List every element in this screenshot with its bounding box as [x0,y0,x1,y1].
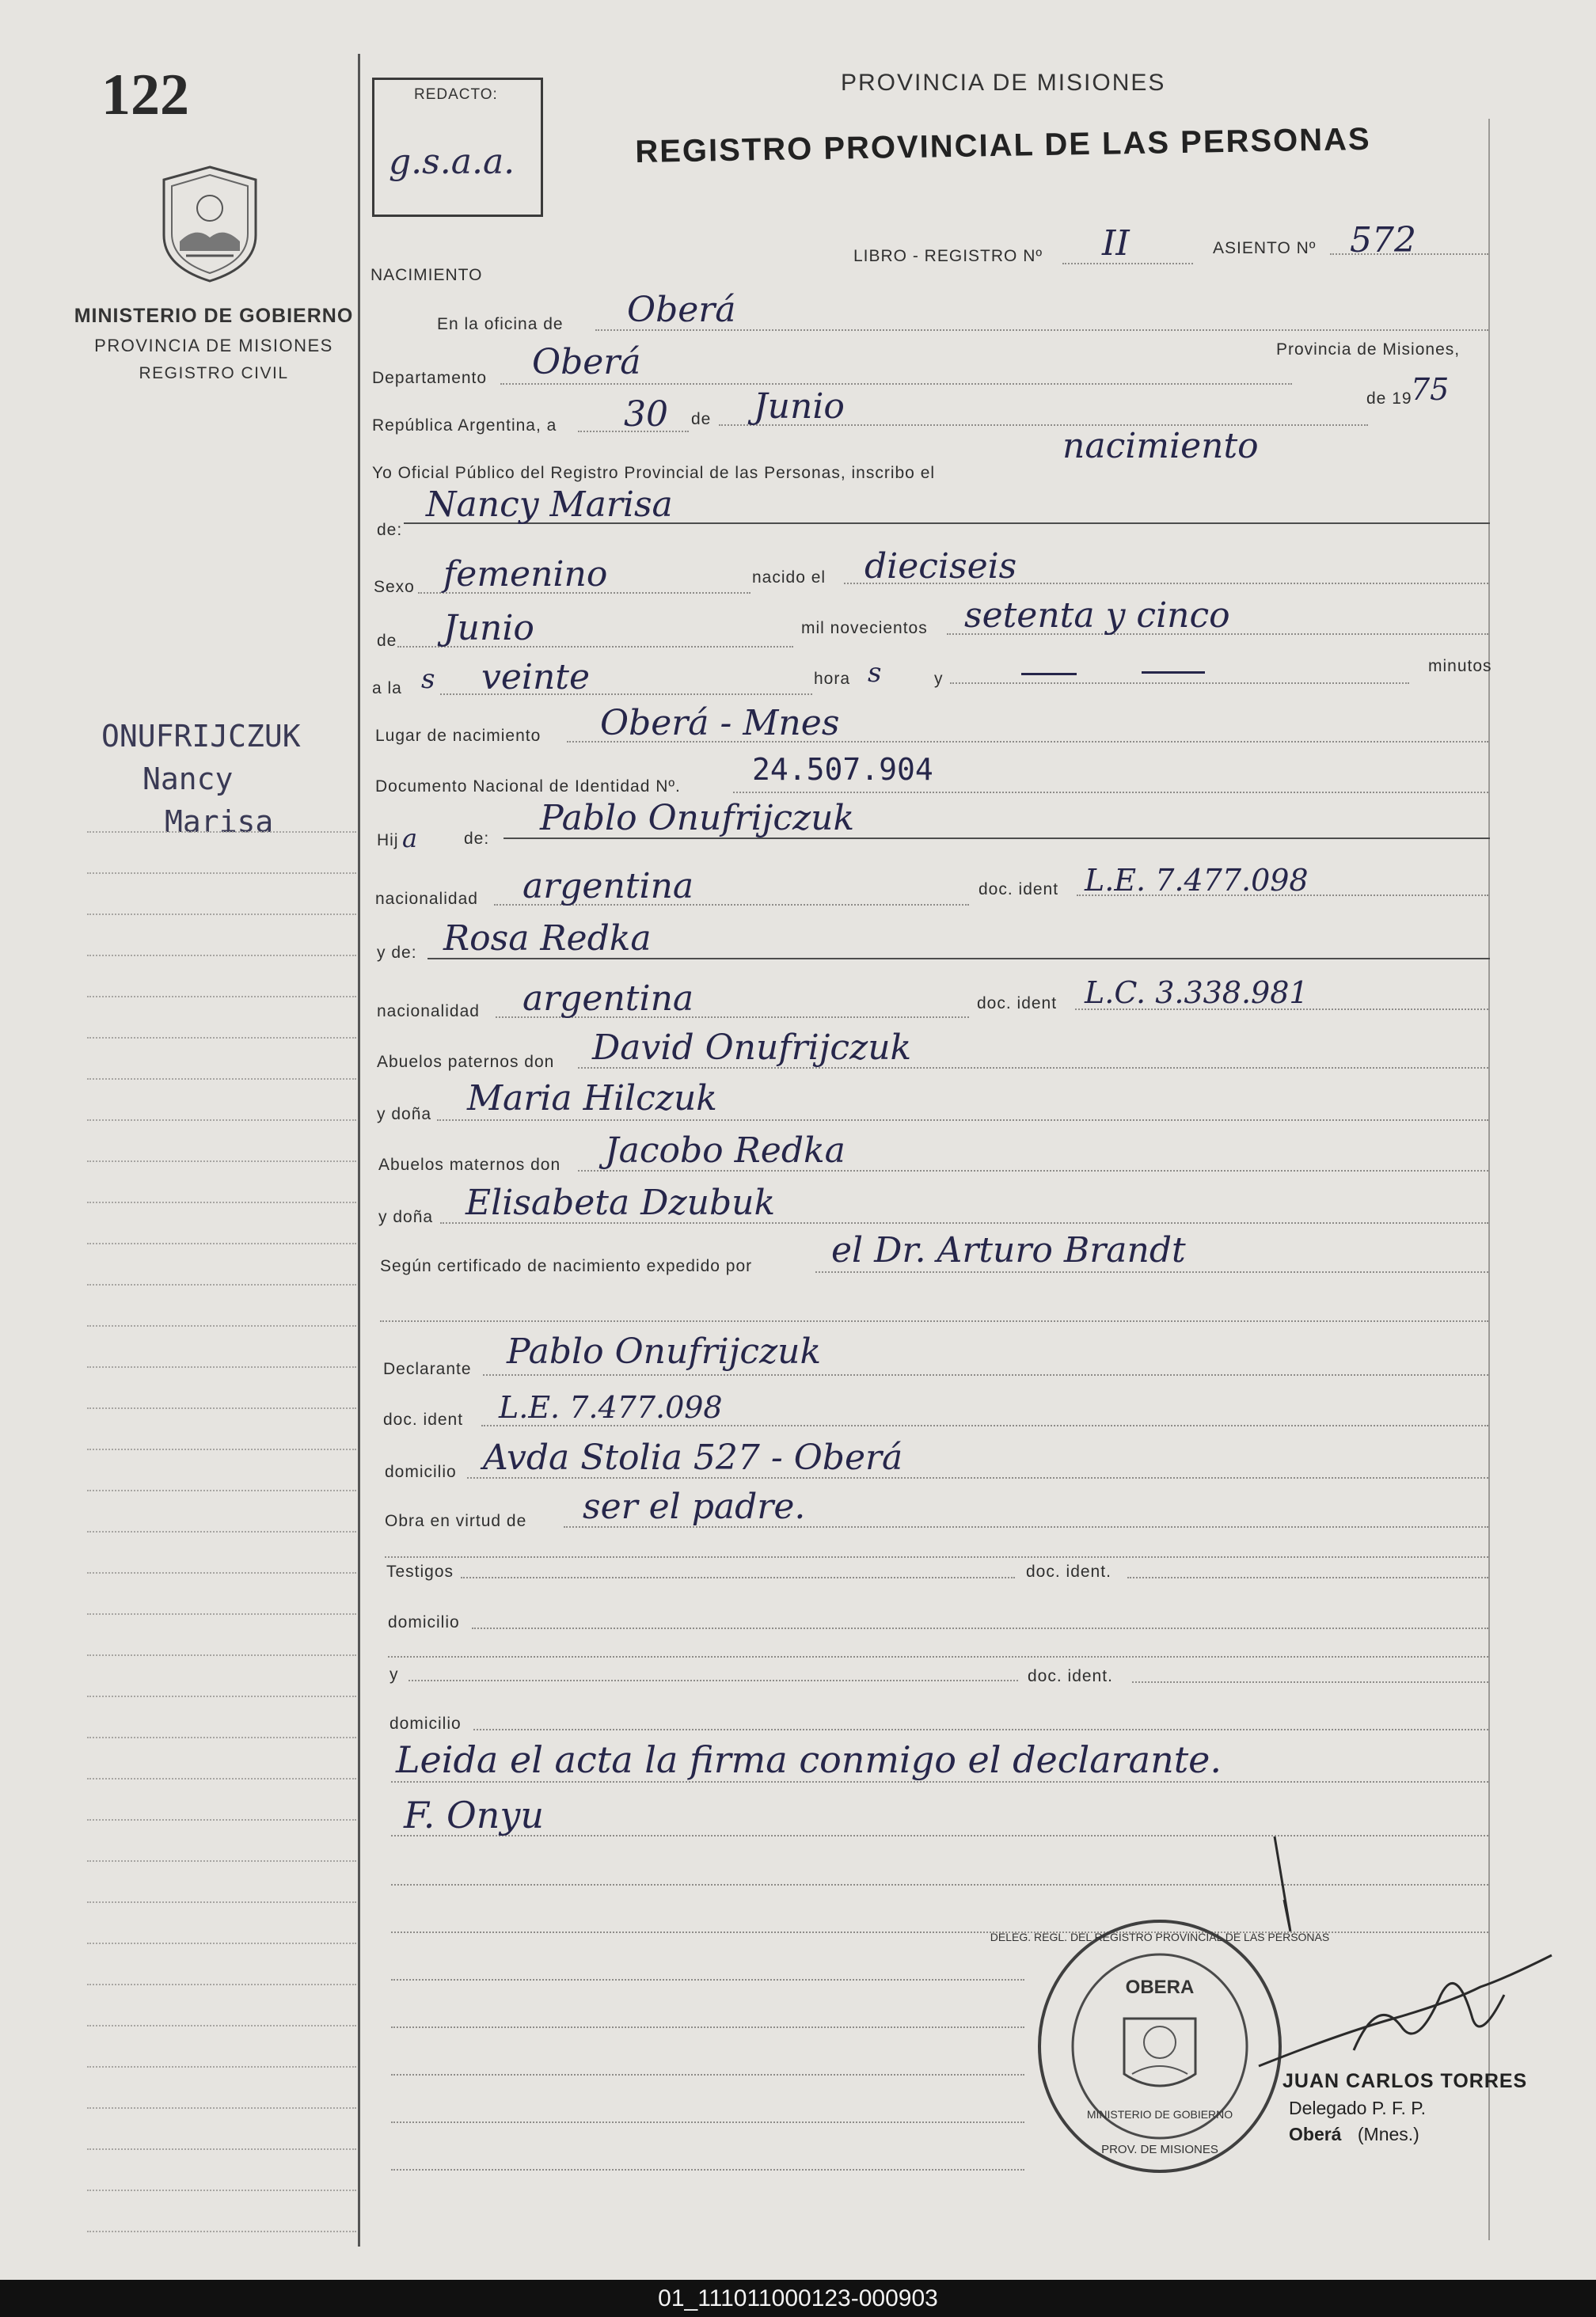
departamento-line [500,383,1292,385]
official-place-suffix: (Mnes.) [1357,2124,1419,2144]
official-place [1282,2124,1527,2145]
departamento-value: Oberá [532,342,641,382]
segun-label: Según certificado de nacimiento expedido por [380,1257,753,1275]
segun-value: el Dr. Arturo Brandt [831,1230,1186,1271]
obra-value: ser el padre. [583,1487,806,1527]
ministry-heading [55,305,372,383]
redacto-value: g.s.a.a. [389,142,515,182]
declarante-doc-value: L.E. 7.477.098 [499,1390,723,1425]
domicilio-value: Avda Stolia 527 - Oberá [483,1438,903,1478]
hija-suffix: a [402,823,418,853]
abuelos-maternos-label: Abuelos maternos don [378,1156,561,1174]
footer-id: 01_111011000123-000903 [0,2280,1596,2317]
redacto-label: REDACTO: [414,86,498,103]
blank-line-3 [388,1656,1488,1658]
y2-doc-label: doc. ident. [1028,1667,1113,1685]
official-name: JUAN CARLOS TORRES [1282,2070,1528,2092]
closing-text: Leida el acta la firma conmigo el declarante. [396,1738,1222,1781]
mother-de-label: y de: [377,944,417,962]
margin-note-name1: Nancy [142,762,234,796]
asiento-value: 572 [1350,220,1416,260]
stamp-center-bottom: MINISTERIO DE GOBIERNO [1086,2108,1233,2121]
sexo-label: Sexo [374,578,415,596]
nacionalidad1-value: argentina [522,866,694,906]
redacto-box [372,78,543,217]
blank-line-6 [391,1979,1024,1981]
mil-label: mil novecientos [801,619,928,637]
hora-label: hora [814,670,851,688]
mil-value: setenta y cinco [964,595,1230,636]
alas-value: veinte [481,657,591,697]
documento-line [733,792,1488,793]
blank-line-10 [391,2169,1024,2171]
doc2-label: doc. ident [977,994,1058,1012]
name-de-label: de: [377,521,403,539]
segun-line [815,1271,1488,1273]
declarant-signature: F. Onyu [404,1794,544,1837]
y-label: y [934,670,944,688]
year-label: de 19 [1366,389,1412,408]
official-signature-icon [1243,1837,1560,2098]
documento-label: Documento Nacional de Identidad Nº. [375,777,681,796]
document-title: REGISTRO PROVINCIAL DE LAS PERSONAS [635,121,1372,169]
margin-ruled-lines [87,792,356,2232]
declarante-doc-label: doc. ident [383,1411,464,1429]
nacionalidad2-value: argentina [522,978,694,1019]
doc1-value: L.E. 7.477.098 [1085,863,1309,898]
abuelos-paternos-dona-label: y doña [377,1105,432,1123]
sexo-value: femenino [443,554,608,594]
nacido-value: dieciseis [864,546,1017,587]
blank-line-2 [385,1556,1488,1558]
declarante-label: Declarante [383,1360,472,1378]
blank-line-7 [391,2026,1024,2028]
oficial-label: Yo Oficial Público del Registro Provincial de las Personas, inscribo el [372,464,936,482]
stamp-bottom: PROV. DE MISIONES [1101,2143,1218,2156]
minutos-line [950,682,1409,684]
republica-label: República Argentina, a [372,416,557,435]
page-number: 122 [101,63,189,127]
blank-line-8 [391,2074,1024,2076]
blank-line-9 [391,2121,1024,2123]
hora-suffix: s [868,657,882,689]
testigos-label: Testigos [386,1563,454,1581]
nacido-label: nacido el [752,568,826,587]
year-value: 75 [1411,372,1450,407]
minutos-label: minutos [1428,657,1492,675]
abuelos-maternos-value: Jacobo Redka [605,1130,846,1171]
margin-note-surname: ONUFRIJCZUK [101,719,301,754]
lugar-value: Oberá - Mnes [600,703,840,743]
testigos-domicilio-label: domicilio [388,1613,460,1631]
testigos-doc-line [1127,1577,1488,1578]
testigos-doc-label: doc. ident. [1026,1563,1112,1581]
father-name: Pablo Onufrijczuk [540,798,855,838]
official-title: Delegado P. F. P. [1289,2098,1427,2118]
registrant-name: Nancy Marisa [426,484,673,525]
testigos-line [461,1577,1015,1578]
declarante-doc-line [481,1425,1488,1426]
provincia-label: Provincia de Misiones, [1276,340,1461,359]
day-value: 30 [624,394,668,435]
oficina-label: En la oficina de [437,315,564,333]
oficina-value: Oberá [627,290,736,330]
mother-name: Rosa Redka [443,918,652,959]
ministry-province: PROVINCIA DE MISIONES [94,336,333,355]
official-block [1282,2070,1527,2145]
official-place-name: Oberá [1289,2124,1342,2144]
declarante-value: Pablo Onufrijczuk [507,1331,822,1372]
obra-label: Obra en virtud de [385,1512,527,1530]
nacionalidad1-label: nacionalidad [375,890,478,908]
minute-dash [1142,671,1205,674]
hija-de-label: de: [464,830,490,848]
departamento-label: Departamento [372,369,488,387]
y2-line [408,1680,1018,1681]
birth-month-value: Junio [443,608,534,648]
nacionalidad2-label: nacionalidad [377,1002,480,1020]
asiento-label: ASIENTO Nº [1213,239,1317,257]
documento-value: 24.507.904 [752,752,933,787]
y2-label: y [390,1666,399,1684]
province-seal-icon [154,162,265,285]
y2-doc-line [1132,1681,1488,1683]
testigos-domicilio-line [472,1628,1488,1629]
de-label: de [691,410,712,428]
stamp-ring-text: DELEG. REGL. DEL REGISTRO PROVINCIAL DE LAS PERSONAS [990,1931,1330,1943]
closing-line [391,1781,1488,1783]
abuelos-paternos-dona-line [437,1119,1488,1121]
abuelos-paternos-label: Abuelos paternos don [377,1053,555,1071]
lugar-label: Lugar de nacimiento [375,727,542,745]
ministry-registry: REGISTRO CIVIL [139,364,289,382]
doc2-value: L.C. 3.338.981 [1085,975,1309,1010]
abuelos-paternos-dona-value: Maria Hilczuk [467,1078,717,1119]
alas-label: a la [372,679,402,697]
birth-month-label: de [377,632,397,650]
abuelos-paternos-value: David Onufrijczuk [592,1027,912,1068]
month-value: Junio [754,386,845,427]
declarante-line [483,1374,1488,1376]
abuelos-maternos-dona-value: Elisabeta Dzubuk [466,1183,776,1223]
alas-prefix: s [421,663,435,695]
libro-value: II [1102,223,1130,264]
hour-dash [1021,673,1077,675]
margin-divider [358,54,360,2247]
margin-note-name2: Marisa [165,804,274,839]
header-province: PROVINCIA DE MISIONES [841,70,1166,96]
doc1-label: doc. ident [978,880,1059,898]
domicilio-label: domicilio [385,1463,457,1481]
libro-label: LIBRO - REGISTRO Nº [853,247,1043,265]
abuelos-maternos-dona-label: y doña [378,1208,434,1226]
domicilio2-line [473,1729,1488,1730]
hija-label: Hij [377,831,399,849]
act-type: NACIMIENTO [370,266,483,284]
blank-line-1 [380,1320,1488,1322]
ministry-title: MINISTERIO DE GOBIERNO [74,305,354,327]
stamp-center-top: OBERA [1125,1977,1195,1998]
oficial-value: nacimiento [1062,426,1259,466]
domicilio2-label: domicilio [390,1715,462,1733]
